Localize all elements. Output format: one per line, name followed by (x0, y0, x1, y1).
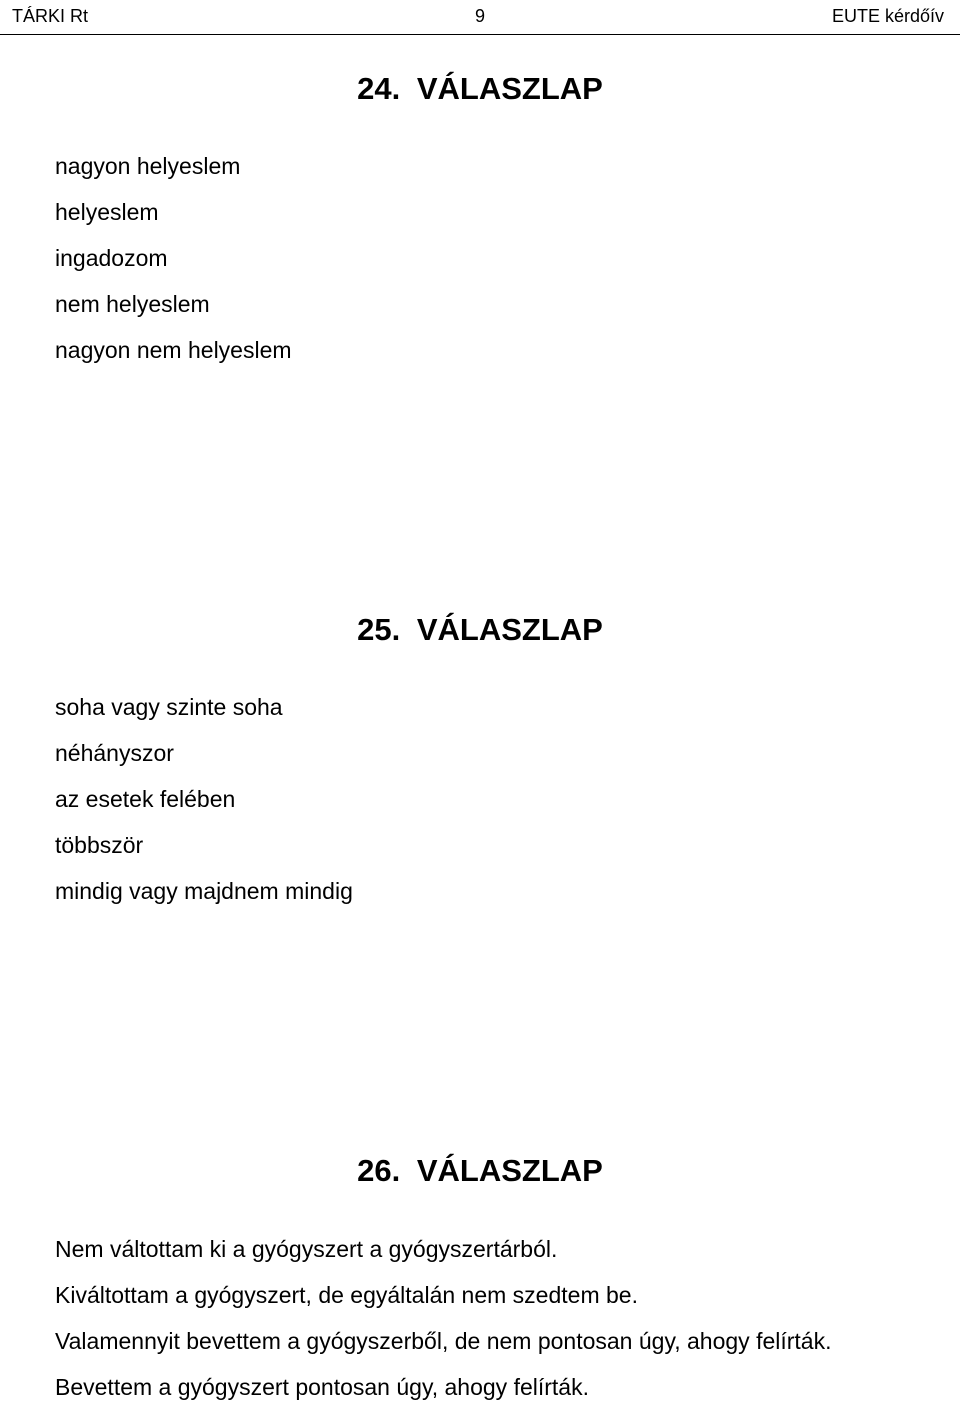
section-number: 26. (357, 1153, 401, 1188)
section-label: VÁLASZLAP (416, 71, 603, 106)
option-item: Kiváltottam a gyógyszert, de egyáltalán nem szedtem be. (55, 1282, 638, 1308)
section-label: VÁLASZLAP (416, 1153, 603, 1188)
section-26-title (0, 1153, 960, 1189)
page-header (0, 0, 960, 35)
section-26-options (55, 1235, 832, 1419)
header-document-title: EUTE kérdőív (831, 6, 944, 26)
option-item: mindig vagy majdnem mindig (55, 878, 353, 904)
section-25-title (0, 612, 960, 648)
section-number: 25. (357, 612, 401, 647)
option-item: Bevettem a gyógyszert pontosan úgy, ahogy felírták. (55, 1374, 589, 1400)
section-number: 24. (357, 71, 401, 106)
option-item: Valamennyit bevettem a gyógyszerből, de nem pontosan úgy, ahogy felírták. (55, 1328, 832, 1354)
option-item: többször (55, 832, 144, 858)
option-item: nagyon helyeslem (55, 153, 241, 179)
option-item: helyeslem (55, 199, 159, 225)
section-25-options (55, 693, 353, 923)
option-item: soha vagy szinte soha (55, 694, 283, 720)
header-organization: TÁRKI Rt (12, 6, 89, 26)
page-number: 9 (474, 6, 485, 26)
section-24-options (55, 152, 292, 382)
option-item: néhányszor (55, 740, 174, 766)
option-item: Nem váltottam ki a gyógyszert a gyógyszertárból. (55, 1236, 558, 1262)
option-item: nagyon nem helyeslem (55, 337, 292, 363)
option-item: ingadozom (55, 245, 168, 271)
section-24-title (0, 71, 960, 107)
option-item: az esetek felében (55, 786, 236, 812)
section-label: VÁLASZLAP (416, 612, 603, 647)
option-item: nem helyeslem (55, 291, 210, 317)
